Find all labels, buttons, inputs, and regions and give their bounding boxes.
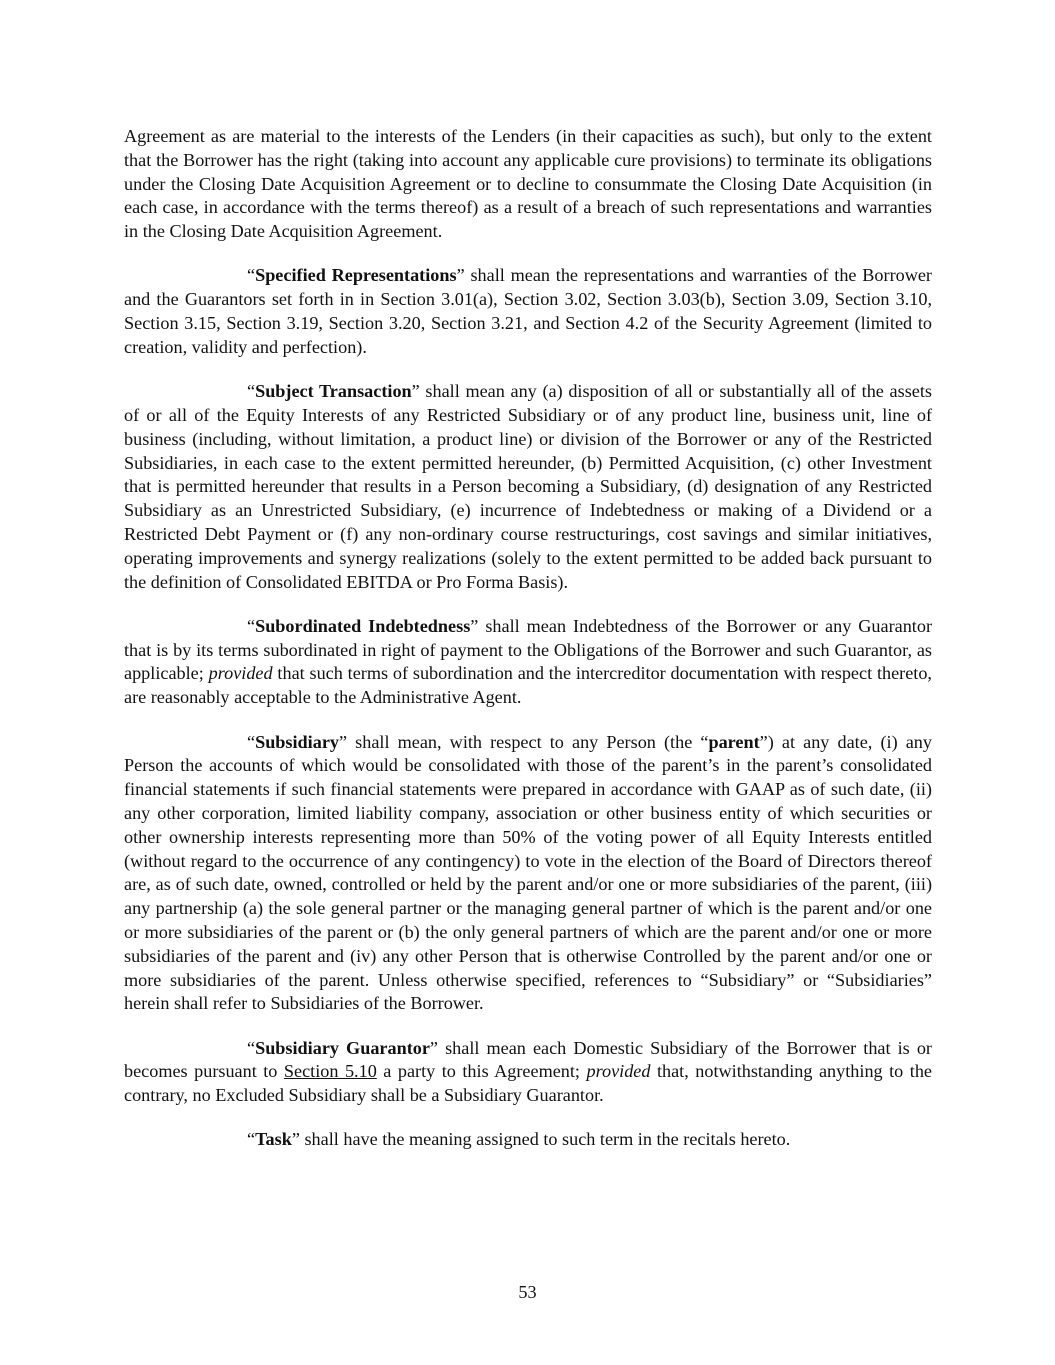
italic-proviso: provided (208, 663, 273, 684)
definition-text-continued: that, notwithstanding anything to the contrary, no Excluded Subsidiary shall be a Subsidiary Guarantor. (124, 1061, 932, 1106)
definition-text: shall mean the representations and warranties of the Borrower and the Guarantors set forth in in Section 3.01(a), Section 3.02, Section 3.03(b), Section 3.09, Section 3.10, Section 3.15, Section 3.19, Section 3.20, Section 3.21, and Section 4.2 of the Security Agreement (limited to creation, validity and perfection). (124, 265, 932, 357)
open-quote: “ (247, 381, 256, 402)
close-quote: ” (411, 381, 420, 402)
definition-specified-representations (124, 264, 932, 359)
definition-text: shall have the meaning assigned to such term in the recitals hereto. (299, 1129, 791, 1150)
definition-subordinated-indebtedness (124, 615, 932, 710)
definition-text-continued: that such terms of subordination and the intercreditor documentation with respect thereto, are reasonably acceptable to the Administrative Agent. (124, 663, 932, 708)
definition-text-middle: a party to this Agreement; (376, 1061, 587, 1082)
close-quote: ” (456, 265, 465, 286)
close-quote: ” (429, 1037, 438, 1058)
definition-text: shall mean each Domestic Subsidiary of the Borrower that is or becomes pursuant to (124, 1037, 932, 1082)
defined-term: Subject Transaction (255, 381, 412, 402)
defined-term: Subordinated Indebtedness (255, 615, 471, 636)
definition-subject-transaction (124, 380, 932, 594)
defined-term: Subsidiary Guarantor (255, 1037, 430, 1058)
document-body (124, 125, 932, 1173)
open-quote: “ (247, 731, 256, 752)
close-quote: ” (470, 615, 479, 636)
open-quote: “ (247, 1129, 256, 1150)
open-quote: “ (247, 1037, 256, 1058)
definition-text: shall mean Indebtedness of the Borrower or any Guarantor that is by its terms subordinated in right of payment to the Obligations of the Borrower and such Guarantor, as applicable; (124, 615, 933, 684)
definition-subsidiary-guarantor (124, 1037, 932, 1108)
close-quote: ” (338, 731, 348, 752)
defined-term: Task (255, 1129, 292, 1150)
close-quote: ” (291, 1129, 300, 1150)
continuation-paragraph: Agreement as are material to the interests of the Lenders (in their capacities as such), but only to the extent that the Borrower has the right (taking into account any applicable cure provisions) to terminate its obligations under the Closing Date Acquisition Agreement or to decline to consummate the Closing Date Acquisition (in each case, in accordance with the terms thereof) as a result of a breach of such representations and warranties in the Closing Date Acquisition Agreement. (124, 126, 932, 242)
open-quote: “ (247, 265, 256, 286)
definition-task (124, 1128, 932, 1152)
page-number: 53 (518, 1282, 537, 1302)
definition-text-continued: ”) at any date, (i) any Person the accounts of which would be consolidated with those of the parent’s in the parent’s consolidated financial statements if such financial statements were prepared in accordance with GAAP as of such date, (ii) any other corporation, limited liability company, association or other business entity of which securities or other ownership interests representing more than 50% of the voting power of all Equity Interests entitled (without regard to the occurrence of any contingency) to vote in the election of the Board of Directors thereof are, as of such date, owned, controlled or held by the parent and/or one or more subsidiaries of the parent, (iii) any partnership (a) the sole general partner or the managing general partner of which is the parent and/or one or more subsidiaries of the parent or (b) the only general partners of which are the parent and/or one or more subsidiaries of the parent and (iv) any other Person that is otherwise Controlled by the parent and/or one or more subsidiaries of the parent. Unless otherwise specified, references to “Subsidiary” or “Subsidiaries” herein shall refer to Subsidiaries of the Borrower. (124, 731, 932, 1014)
definition-subsidiary (124, 731, 932, 1017)
inner-defined-term: parent (708, 731, 760, 752)
defined-term: Subsidiary (255, 731, 339, 752)
section-reference: Section 5.10 (283, 1061, 377, 1082)
definition-text: shall mean any (a) disposition of all or substantially all of the assets of or all of the Equity Interests of any Restricted Subsidiary or of any product line, business unit, line of business (including, without limitation, a product line) or division of the Borrower or any of the Restricted Subsidiaries, in each case to the extent permitted hereunder, (b) Permitted Acquisition, (c) other Investment that is permitted hereunder that results in a Person becoming a Subsidiary, (d) designation of any Restricted Subsidiary as an Unrestricted Subsidiary, (e) incurrence of Indebtedness or making of a Dividend or a Restricted Debt Payment or (f) any non-ordinary course restructurings, cost savings and similar initiatives, operating improvements and synergy realizations (solely to the extent permitted to be added back pursuant to the definition of Consolidated EBITDA or Pro Forma Basis). (124, 381, 932, 592)
defined-term: Specified Representations (255, 265, 457, 286)
italic-proviso: provided (586, 1061, 651, 1082)
definition-text: shall mean, with respect to any Person (the “ (347, 731, 709, 752)
open-quote: “ (247, 615, 256, 636)
